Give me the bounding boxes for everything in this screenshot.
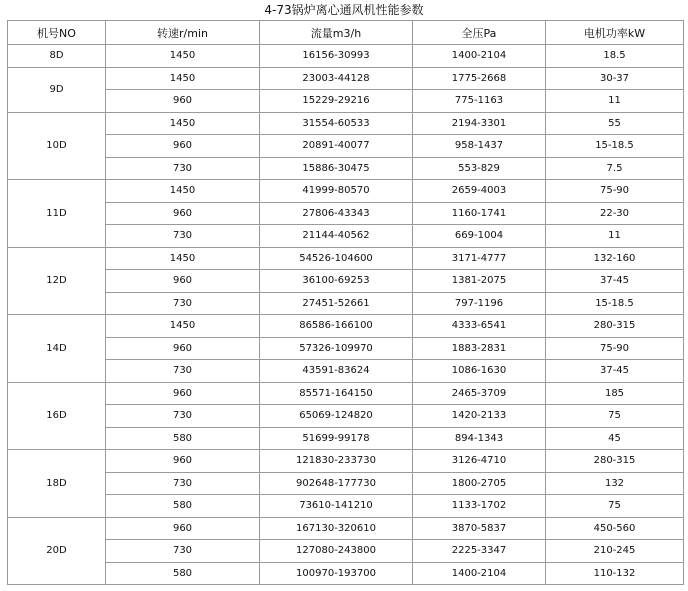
power-cell: 45 bbox=[546, 427, 684, 450]
power-cell: 15-18.5 bbox=[546, 292, 684, 315]
table-row bbox=[8, 202, 684, 225]
model-cell: 9D bbox=[8, 67, 106, 112]
pressure-cell: 1775-2668 bbox=[413, 67, 546, 90]
power-cell: 22-30 bbox=[546, 202, 684, 225]
speed-cell: 730 bbox=[106, 405, 260, 428]
pressure-cell: 4333-6541 bbox=[413, 315, 546, 338]
flow-cell: 27806-43343 bbox=[260, 202, 413, 225]
header-flow: 流量m3/h bbox=[260, 21, 413, 45]
flow-cell: 43591-83624 bbox=[260, 360, 413, 383]
table-row bbox=[8, 270, 684, 293]
power-cell: 210-245 bbox=[546, 540, 684, 563]
fan-performance-table bbox=[7, 20, 684, 585]
table-row bbox=[8, 315, 684, 338]
flow-cell: 41999-80570 bbox=[260, 180, 413, 203]
speed-cell: 730 bbox=[106, 360, 260, 383]
model-cell: 12D bbox=[8, 247, 106, 315]
speed-cell: 960 bbox=[106, 270, 260, 293]
pressure-cell: 1381-2075 bbox=[413, 270, 546, 293]
table-row bbox=[8, 67, 684, 90]
power-cell: 280-315 bbox=[546, 450, 684, 473]
pressure-cell: 3171-4777 bbox=[413, 247, 546, 270]
table-row bbox=[8, 360, 684, 383]
flow-cell: 54526-104600 bbox=[260, 247, 413, 270]
flow-cell: 15886-30475 bbox=[260, 157, 413, 180]
table-row bbox=[8, 450, 684, 473]
table-row bbox=[8, 180, 684, 203]
speed-cell: 1450 bbox=[106, 247, 260, 270]
power-cell: 185 bbox=[546, 382, 684, 405]
flow-cell: 121830-233730 bbox=[260, 450, 413, 473]
table-row bbox=[8, 562, 684, 585]
flow-cell: 23003-44128 bbox=[260, 67, 413, 90]
speed-cell: 1450 bbox=[106, 315, 260, 338]
power-cell: 280-315 bbox=[546, 315, 684, 338]
model-cell: 10D bbox=[8, 112, 106, 180]
table-row bbox=[8, 157, 684, 180]
flow-cell: 27451-52661 bbox=[260, 292, 413, 315]
flow-cell: 21144-40562 bbox=[260, 225, 413, 248]
pressure-cell: 2659-4003 bbox=[413, 180, 546, 203]
power-cell: 75-90 bbox=[546, 180, 684, 203]
flow-cell: 16156-30993 bbox=[260, 45, 413, 68]
flow-cell: 100970-193700 bbox=[260, 562, 413, 585]
header-model: 机号NO bbox=[8, 21, 106, 45]
speed-cell: 960 bbox=[106, 202, 260, 225]
table-row bbox=[8, 540, 684, 563]
table-row bbox=[8, 517, 684, 540]
header-power: 电机功率kW bbox=[546, 21, 684, 45]
table-title: 4-73锅炉离心通风机性能参数 bbox=[264, 3, 424, 17]
table-body bbox=[8, 45, 684, 585]
table-row bbox=[8, 495, 684, 518]
speed-cell: 1450 bbox=[106, 112, 260, 135]
speed-cell: 960 bbox=[106, 337, 260, 360]
flow-cell: 31554-60533 bbox=[260, 112, 413, 135]
flow-cell: 86586-166100 bbox=[260, 315, 413, 338]
speed-cell: 580 bbox=[106, 562, 260, 585]
pressure-cell: 2465-3709 bbox=[413, 382, 546, 405]
pressure-cell: 2225-3347 bbox=[413, 540, 546, 563]
power-cell: 110-132 bbox=[546, 562, 684, 585]
flow-cell: 85571-164150 bbox=[260, 382, 413, 405]
speed-cell: 960 bbox=[106, 90, 260, 113]
pressure-cell: 669-1004 bbox=[413, 225, 546, 248]
speed-cell: 1450 bbox=[106, 180, 260, 203]
pressure-cell: 1133-1702 bbox=[413, 495, 546, 518]
pressure-cell: 775-1163 bbox=[413, 90, 546, 113]
pressure-cell: 1420-2133 bbox=[413, 405, 546, 428]
power-cell: 37-45 bbox=[546, 360, 684, 383]
power-cell: 132 bbox=[546, 472, 684, 495]
speed-cell: 960 bbox=[106, 135, 260, 158]
pressure-cell: 1400-2104 bbox=[413, 45, 546, 68]
pressure-cell: 894-1343 bbox=[413, 427, 546, 450]
speed-cell: 580 bbox=[106, 495, 260, 518]
pressure-cell: 1086-1630 bbox=[413, 360, 546, 383]
power-cell: 75 bbox=[546, 405, 684, 428]
power-cell: 30-37 bbox=[546, 67, 684, 90]
flow-cell: 167130-320610 bbox=[260, 517, 413, 540]
pressure-cell: 958-1437 bbox=[413, 135, 546, 158]
speed-cell: 730 bbox=[106, 157, 260, 180]
speed-cell: 960 bbox=[106, 450, 260, 473]
power-cell: 132-160 bbox=[546, 247, 684, 270]
pressure-cell: 3126-4710 bbox=[413, 450, 546, 473]
speed-cell: 730 bbox=[106, 472, 260, 495]
header-pressure: 全压Pa bbox=[413, 21, 546, 45]
flow-cell: 127080-243800 bbox=[260, 540, 413, 563]
pressure-cell: 1400-2104 bbox=[413, 562, 546, 585]
table-row bbox=[8, 112, 684, 135]
pressure-cell: 1883-2831 bbox=[413, 337, 546, 360]
model-cell: 14D bbox=[8, 315, 106, 383]
model-cell: 20D bbox=[8, 517, 106, 585]
pressure-cell: 1800-2705 bbox=[413, 472, 546, 495]
speed-cell: 730 bbox=[106, 540, 260, 563]
model-cell: 16D bbox=[8, 382, 106, 450]
table-row bbox=[8, 247, 684, 270]
power-cell: 450-560 bbox=[546, 517, 684, 540]
table-row bbox=[8, 135, 684, 158]
pressure-cell: 2194-3301 bbox=[413, 112, 546, 135]
pressure-cell: 3870-5837 bbox=[413, 517, 546, 540]
flow-cell: 902648-177730 bbox=[260, 472, 413, 495]
speed-cell: 1450 bbox=[106, 67, 260, 90]
pressure-cell: 1160-1741 bbox=[413, 202, 546, 225]
table-row bbox=[8, 45, 684, 68]
power-cell: 75 bbox=[546, 495, 684, 518]
header-row bbox=[8, 21, 684, 45]
power-cell: 37-45 bbox=[546, 270, 684, 293]
power-cell: 18.5 bbox=[546, 45, 684, 68]
table-row bbox=[8, 90, 684, 113]
flow-cell: 20891-40077 bbox=[260, 135, 413, 158]
flow-cell: 65069-124820 bbox=[260, 405, 413, 428]
table-row bbox=[8, 382, 684, 405]
speed-cell: 1450 bbox=[106, 45, 260, 68]
table-row bbox=[8, 225, 684, 248]
speed-cell: 960 bbox=[106, 517, 260, 540]
table-row bbox=[8, 427, 684, 450]
power-cell: 75-90 bbox=[546, 337, 684, 360]
flow-cell: 36100-69253 bbox=[260, 270, 413, 293]
power-cell: 11 bbox=[546, 90, 684, 113]
speed-cell: 730 bbox=[106, 225, 260, 248]
model-cell: 11D bbox=[8, 180, 106, 248]
power-cell: 15-18.5 bbox=[546, 135, 684, 158]
header-speed: 转速r/min bbox=[106, 21, 260, 45]
table-row bbox=[8, 472, 684, 495]
flow-cell: 57326-109970 bbox=[260, 337, 413, 360]
table-row bbox=[8, 337, 684, 360]
power-cell: 55 bbox=[546, 112, 684, 135]
flow-cell: 51699-99178 bbox=[260, 427, 413, 450]
speed-cell: 580 bbox=[106, 427, 260, 450]
model-cell: 8D bbox=[8, 45, 106, 68]
table-row bbox=[8, 405, 684, 428]
pressure-cell: 797-1196 bbox=[413, 292, 546, 315]
flow-cell: 15229-29216 bbox=[260, 90, 413, 113]
flow-cell: 73610-141210 bbox=[260, 495, 413, 518]
speed-cell: 730 bbox=[106, 292, 260, 315]
model-cell: 18D bbox=[8, 450, 106, 518]
speed-cell: 960 bbox=[106, 382, 260, 405]
pressure-cell: 553-829 bbox=[413, 157, 546, 180]
power-cell: 7.5 bbox=[546, 157, 684, 180]
power-cell: 11 bbox=[546, 225, 684, 248]
table-row bbox=[8, 292, 684, 315]
